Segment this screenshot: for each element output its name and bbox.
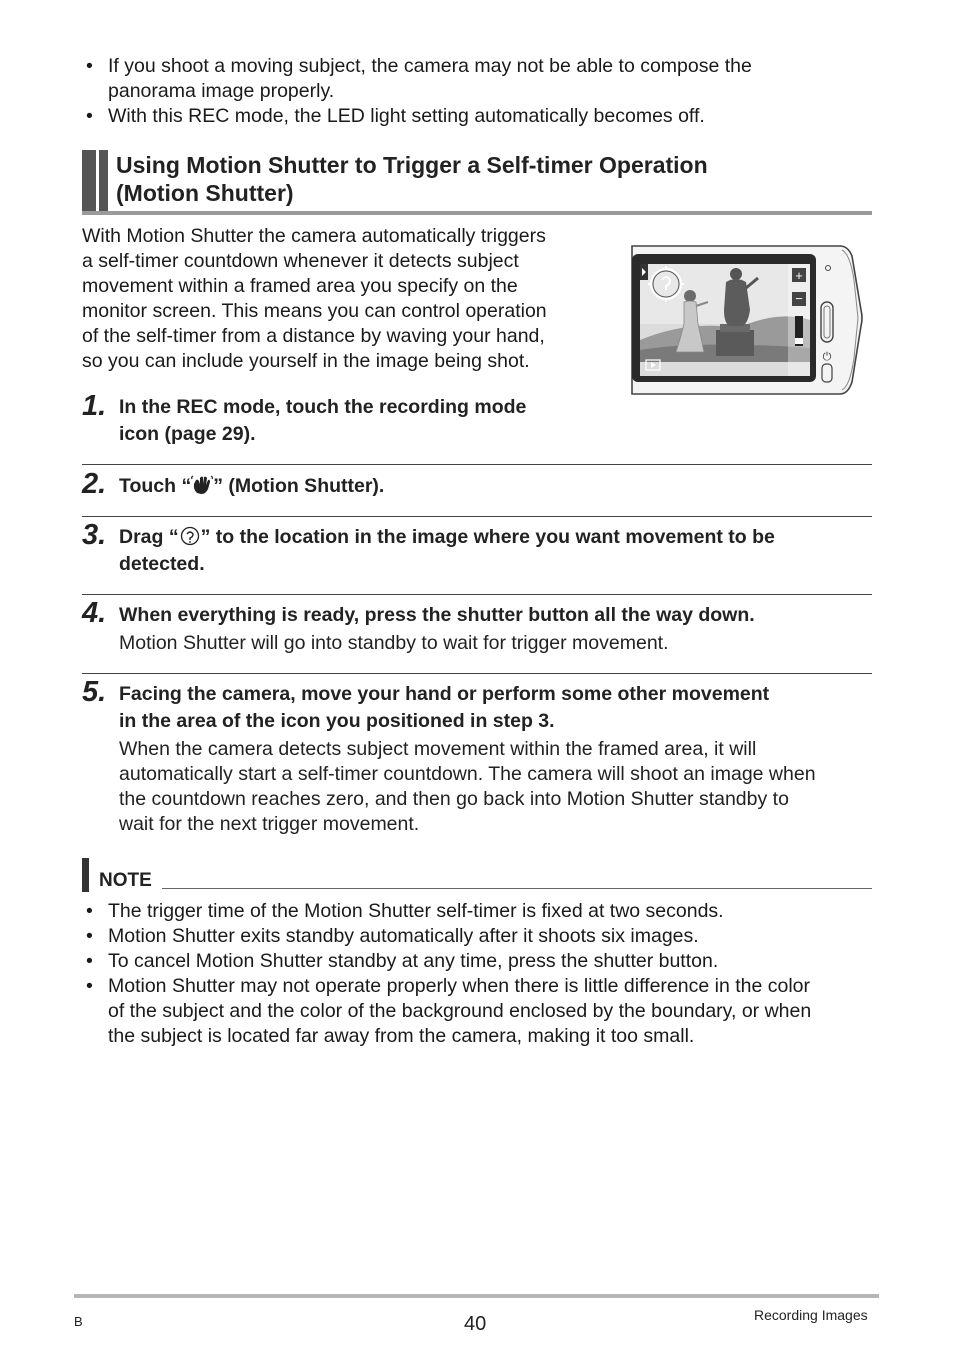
heading-bar-thin [99,150,108,212]
step-number: 2. [82,468,107,500]
intro-paragraph: With Motion Shutter the camera automatically triggers a self-timer countdown whenever it detects subject movement within a framed area you specify on the monitor screen. This means you can control operation of the self-timer from a distance by waving your hand, so you can include yourself in the image being shot. [82,225,547,372]
step-heading: Touch “ ” (Motion Shutter). [119,475,385,497]
footer-rule [74,1294,879,1298]
divider [82,594,872,595]
divider [82,673,872,674]
note-bar [82,858,89,892]
step-heading: In the REC mode, touch the recording mode icon (page 29). [119,396,527,445]
heading-bar-thick [82,150,96,212]
step-number: 1. [82,390,107,422]
camera-illustration [628,240,864,400]
step-number: 3. [82,519,107,551]
step-heading: When everything is ready, press the shutter button all the way down. [119,604,755,626]
note-rule [162,888,872,889]
step-body: Motion Shutter will go into standby to wait for trigger movement. [119,632,669,654]
divider [82,464,872,465]
power-icon: ⏻ [822,350,832,363]
note-label: NOTE [99,870,152,891]
zoom-out-icon: − [795,291,803,306]
zoom-in-icon: + [795,268,803,283]
divider [82,516,872,517]
step-number: 5. [82,676,107,708]
section-title: Using Motion Shutter to Trigger a Self-timer Operation (Motion Shutter) [116,152,708,206]
heading-rule [82,211,872,215]
step-number: 4. [82,597,107,629]
page-number: 40 [464,1313,487,1335]
motion-target-icon [179,526,201,546]
footer-left-label: B [74,1314,83,1329]
hand-wave-icon [191,475,213,495]
footer-section-title: Recording Images [754,1307,868,1323]
step-heading: Drag “ ” to the location in the image where you want movement to be detected. [119,526,775,575]
step-body: When the camera detects subject movement within the framed area, it will automatically start a self-timer countdown. The camera will shoot an image when the countdown reaches zero, and then go back into Motion Shutter standby to wait for the next trigger movement. [119,738,816,835]
step-heading: Facing the camera, move your hand or perform some other movement in the area of the icon you positioned in step 3. [119,683,770,732]
